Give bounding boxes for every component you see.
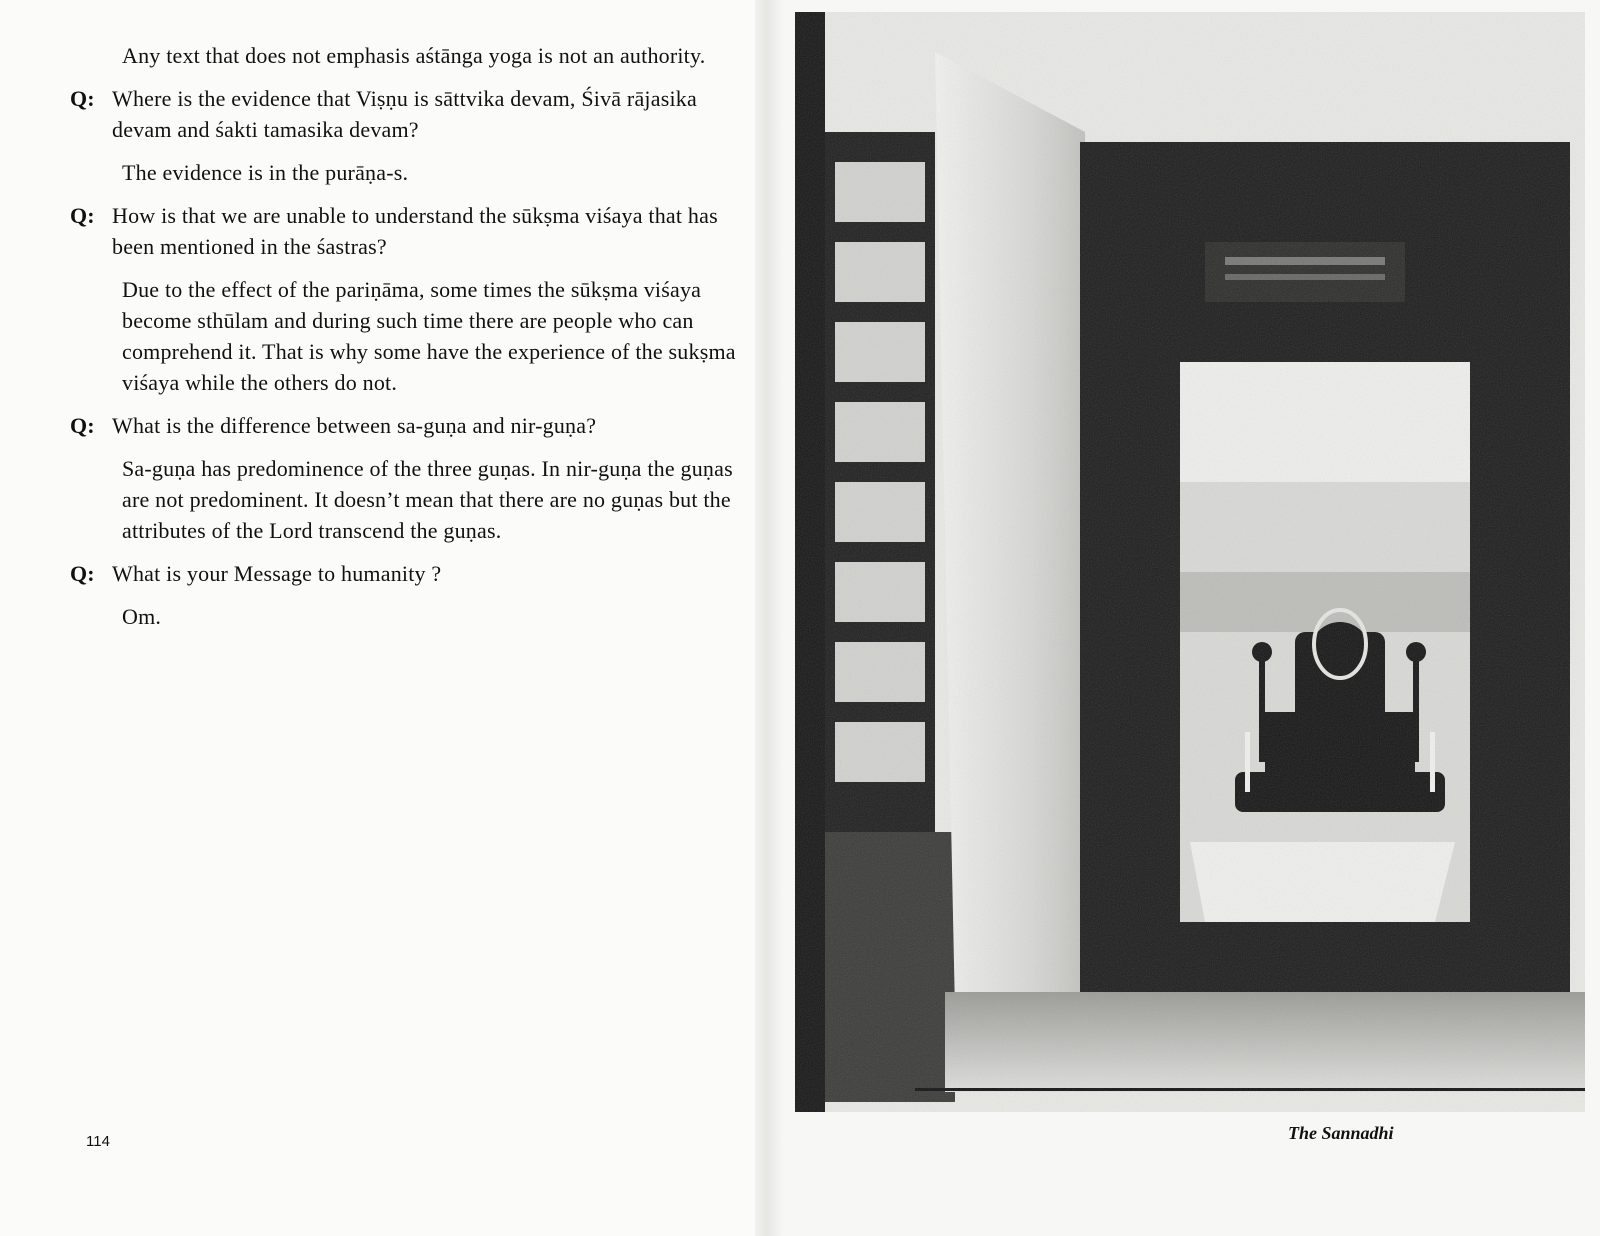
answer-paragraph <box>70 40 750 71</box>
question-paragraph <box>70 200 750 262</box>
answer-paragraph <box>70 601 750 632</box>
book-gutter <box>755 0 783 1236</box>
question-text: What is your Message to humanity ? <box>112 561 442 586</box>
answer-text: Om. <box>122 604 162 629</box>
question-text: Where is the evidence that Viṣṇu is sāttvika devam, Śivā rājasika devam and śakti tamasika devam? <box>112 86 697 142</box>
question-label: Q: <box>70 203 95 228</box>
answer-text: The evidence is in the purāṇa-s. <box>122 160 409 185</box>
answer-text: Sa-guṇa has predominence of the three guṇas. In nir-guṇa the guṇas are not predominent. It doesn’t mean that there are no guṇas but the attributes of the Lord transcend the guṇas. <box>122 456 733 543</box>
question-paragraph <box>70 558 750 589</box>
sannadhi-photo <box>795 12 1585 1112</box>
question-label: Q: <box>70 561 95 586</box>
question-text: What is the difference between sa-guṇa and nir-guṇa? <box>112 413 597 438</box>
photo-caption: The Sannadhi <box>1288 1123 1394 1143</box>
question-text: How is that we are unable to understand the sūkṣma viśaya that has been mentioned in the śastras? <box>112 203 718 259</box>
answer-text: Any text that does not emphasis aśtānga yoga is not an authority. <box>122 43 706 68</box>
answer-paragraph <box>70 274 750 398</box>
answer-paragraph <box>70 157 750 188</box>
question-label: Q: <box>70 86 95 111</box>
right-page <box>783 0 1600 1236</box>
question-paragraph <box>70 410 750 441</box>
answer-paragraph <box>70 453 750 546</box>
question-label: Q: <box>70 413 95 438</box>
left-page <box>0 0 760 1236</box>
qa-content <box>70 40 750 644</box>
page-number: 114 <box>86 1133 110 1150</box>
answer-text: Due to the effect of the pariṇāma, some times the sūkṣma viśaya become sthūlam and during such time there are people who can comprehend it. That is why some have the experience of the sukṣma viśaya while the others do not. <box>122 277 736 395</box>
question-paragraph <box>70 83 750 145</box>
